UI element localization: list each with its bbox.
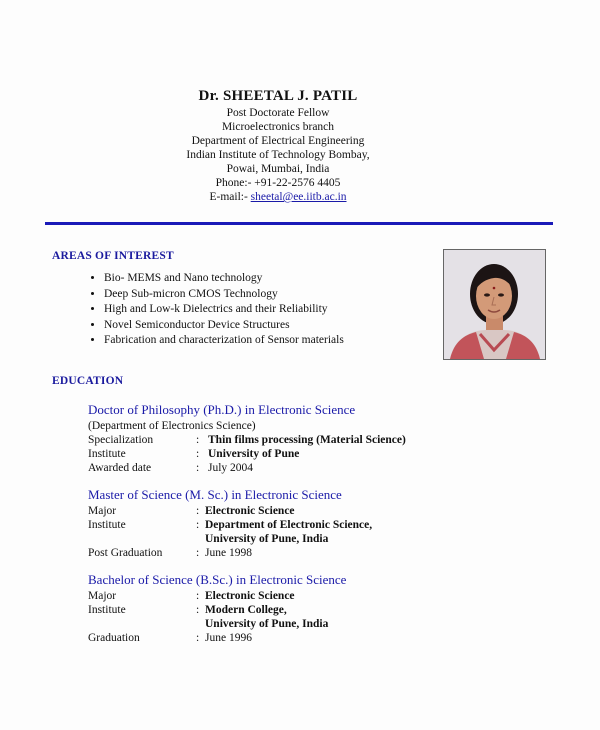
detail-row [88, 447, 558, 461]
detail-value: Department of Electronic Science, [205, 519, 373, 531]
detail-row [88, 504, 558, 518]
detail-label-empty [88, 532, 196, 546]
list-item: • Bio- MEMS and Nano technology [104, 271, 344, 287]
resume-header [0, 88, 556, 204]
degree-title: Bachelor of Science (B.Sc.) in Electronic Science [88, 572, 347, 587]
detail-label: Awarded date [88, 462, 152, 474]
detail-label: Major [88, 590, 117, 602]
degree-department: (Department of Electronics Science) [88, 420, 256, 432]
detail-label: Major [88, 505, 117, 517]
education-heading: EDUCATION [52, 375, 124, 387]
detail-value: Electronic Science [205, 590, 295, 602]
areas-of-interest-heading: AREAS OF INTEREST [52, 250, 174, 262]
colon-separator: : [196, 604, 200, 616]
detail-value: University of Pune, India [205, 618, 329, 630]
colon-separator: : [196, 547, 200, 559]
person-name: Dr. SHEETAL J. PATIL [198, 88, 358, 104]
header-line-department: Department of Electrical Engineering [191, 135, 365, 147]
detail-label: Institute [88, 604, 126, 616]
detail-row [88, 589, 558, 603]
portrait-illustration [444, 250, 545, 359]
profile-photo [443, 249, 546, 360]
header-line-email [0, 190, 556, 204]
colon-separator: : [196, 505, 200, 517]
list-item: • Novel Semiconductor Device Structures [104, 318, 344, 334]
detail-value: June 1996 [205, 632, 252, 644]
degree-title: Master of Science (M. Sc.) in Electronic Science [88, 487, 342, 502]
detail-value: June 1998 [205, 547, 252, 559]
colon-separator: : [196, 590, 200, 602]
interests-list [52, 271, 344, 349]
list-item: • Fabrication and characterization of Sensor materials [104, 333, 344, 349]
degree-bsc [88, 572, 558, 645]
detail-label: Post Graduation [88, 547, 163, 559]
colon-separator: : [196, 462, 200, 474]
colon-separator: : [196, 434, 200, 446]
list-item: • Deep Sub-micron CMOS Technology [104, 287, 344, 303]
detail-label: Institute [88, 448, 126, 460]
header-line-institute: Indian Institute of Technology Bombay, [186, 149, 370, 161]
colon-spacer [196, 617, 205, 631]
colon-spacer [196, 532, 205, 546]
header-divider [45, 222, 553, 225]
degree-phd [88, 402, 558, 475]
detail-row [88, 603, 558, 617]
detail-label: Institute [88, 519, 126, 531]
detail-value: July 2004 [208, 462, 254, 474]
header-line-location: Powai, Mumbai, India [226, 163, 330, 175]
header-line-phone: Phone:- +91-22-2576 4405 [215, 177, 341, 189]
detail-value: Modern College, [205, 604, 287, 616]
detail-row [88, 461, 558, 475]
detail-value: Electronic Science [205, 505, 295, 517]
header-line-branch: Microelectronics branch [221, 121, 335, 133]
degree-title: Doctor of Philosophy (Ph.D.) in Electronic Science [88, 402, 356, 417]
detail-value: University of Pune [208, 448, 300, 460]
email-link[interactable]: sheetal@ee.iitb.ac.in [250, 191, 347, 203]
colon-separator: : [196, 632, 200, 644]
detail-row [88, 532, 558, 546]
colon-separator: : [196, 448, 200, 460]
email-label: E-mail:- [209, 191, 248, 203]
detail-label-empty [88, 617, 196, 631]
detail-value: Thin films processing (Material Science) [208, 434, 406, 446]
detail-row [88, 546, 558, 560]
colon-separator: : [196, 519, 200, 531]
degree-msc [88, 487, 558, 560]
detail-label: Graduation [88, 632, 140, 644]
list-item: • High and Low-k Dielectrics and their Reliability [104, 302, 344, 318]
detail-row [88, 518, 558, 532]
detail-row [88, 617, 558, 631]
detail-value: University of Pune, India [205, 533, 329, 545]
detail-row [88, 631, 558, 645]
header-line-title: Post Doctorate Fellow [226, 107, 330, 119]
detail-row [88, 433, 558, 447]
detail-label: Specialization [88, 434, 154, 446]
